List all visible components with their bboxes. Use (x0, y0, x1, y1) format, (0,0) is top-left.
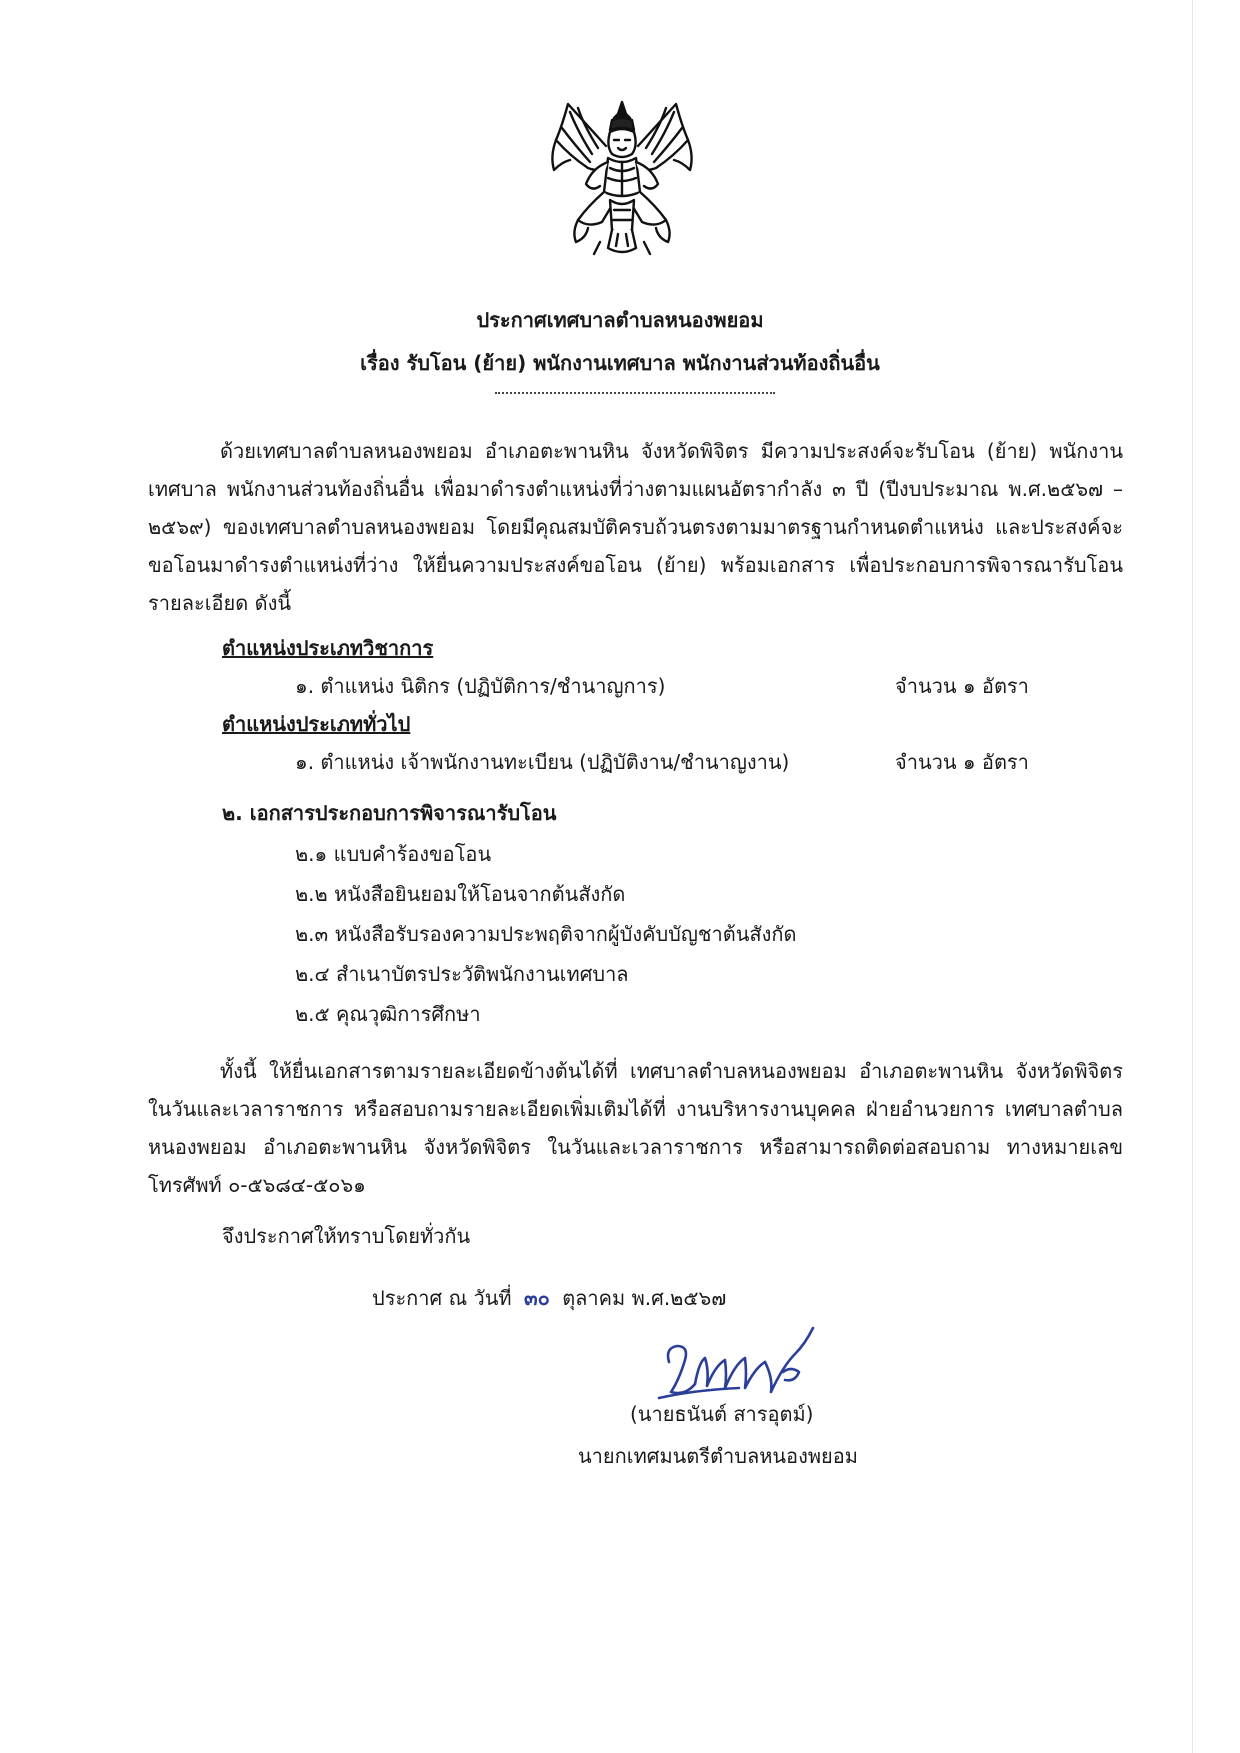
documents-heading: ๒. เอกสารประกอบการพิจารณารับโอน (222, 801, 557, 825)
announcement-title: ประกาศเทศบาลตำบลหนองพยอม (476, 308, 764, 332)
position-group-heading: ตำแหน่งประเภทวิชาการ (222, 636, 434, 660)
date-prefix: ประกาศ ณ วันที่ (372, 1286, 512, 1310)
document-item: ๒.๓ หนังสือรับรองความประพฤติจากผู้บังคับบัญชาต้นสังกัด (295, 922, 797, 946)
garuda-emblem (548, 96, 696, 266)
date-line (372, 1282, 726, 1314)
document-item: ๒.๑ แบบคำร้องขอโอน (295, 842, 492, 866)
page-edge-line (1192, 0, 1193, 1753)
intro-paragraph: ด้วยเทศบาลตำบลหนองพยอม อำเภอตะพานหิน จังหวัดพิจิตร มีความประสงค์จะรับโอน (ย้าย) พนักงานเทศบาล พนักงานส่วนท้องถิ่นอื่น เพื่อมาดำรงตำแหน่งที่ว่างตามแผนอัตรากำลัง ๓ ปี (ปีงบประมาณ พ.ศ.๒๕๖๗ – ๒๕๖๙) ของเทศบาลตำบลหนองพยอม โดยมีคุณสมบัติครบถ้วนตรงตามมาตรฐานกำหนดตำแหน่ง และประสงค์จะขอโอนมาดำรงตำแหน่งที่ว่าง ให้ยื่นความประสงค์ขอโอน (ย้าย) พร้อมเอกสาร เพื่อประกอบการพิจารณารับโอน รายละเอียด ดังนี้ (148, 439, 1123, 615)
document-item: ๒.๕ คุณวุฒิการศึกษา (295, 1002, 481, 1026)
signer-position: นายกเทศมนตรีตำบลหนองพยอม (578, 1444, 858, 1468)
dotted-divider (495, 392, 775, 394)
signer-name: (นายธนันต์ สารอุตม์) (630, 1402, 814, 1426)
closing-line: จึงประกาศให้ทราบโดยทั่วกัน (222, 1224, 471, 1248)
position-count: จำนวน ๑ อัตรา (895, 674, 1029, 698)
date-day: ๓๐ (523, 1286, 550, 1310)
position-group-heading: ตำแหน่งประเภททั่วไป (222, 712, 411, 736)
position-count: จำนวน ๑ อัตรา (895, 750, 1029, 774)
announcement-subject: เรื่อง รับโอน (ย้าย) พนักงานเทศบาล พนักงานส่วนท้องถิ่นอื่น (360, 351, 880, 375)
document-item: ๒.๒ หนังสือยินยอมให้โอนจากต้นสังกัด (295, 882, 626, 906)
submission-paragraph: ทั้งนี้ ให้ยื่นเอกสารตามรายละเอียดข้างต้นได้ที่ เทศบาลตำบลหนองพยอม อำเภอตะพานหิน จังหวัดพิจิตร ในวันและเวลาราชการ หรือสอบถามรายละเอียดเพิ่มเติมได้ที่ งานบริหารงานบุคคล ฝ่ายอำนวยการ เทศบาลตำบลหนองพยอม อำเภอตะพานหิน จังหวัดพิจิตร ในวันและเวลาราชการ หรือสามารถติดต่อสอบถาม ทางหมายเลขโทรศัพท์ ๐-๕๖๘๔-๕๐๖๑ (148, 1059, 1123, 1197)
document-item: ๒.๔ สำเนาบัตรประวัติพนักงานเทศบาล (295, 962, 629, 986)
position-item: ๑. ตำแหน่ง นิติกร (ปฏิบัติการ/ชำนาญการ) (295, 674, 666, 698)
position-item: ๑. ตำแหน่ง เจ้าพนักงานทะเบียน (ปฏิบัติงาน/ชำนาญงาน) (295, 750, 790, 774)
date-suffix: ตุลาคม พ.ศ.๒๕๖๗ (562, 1286, 727, 1310)
